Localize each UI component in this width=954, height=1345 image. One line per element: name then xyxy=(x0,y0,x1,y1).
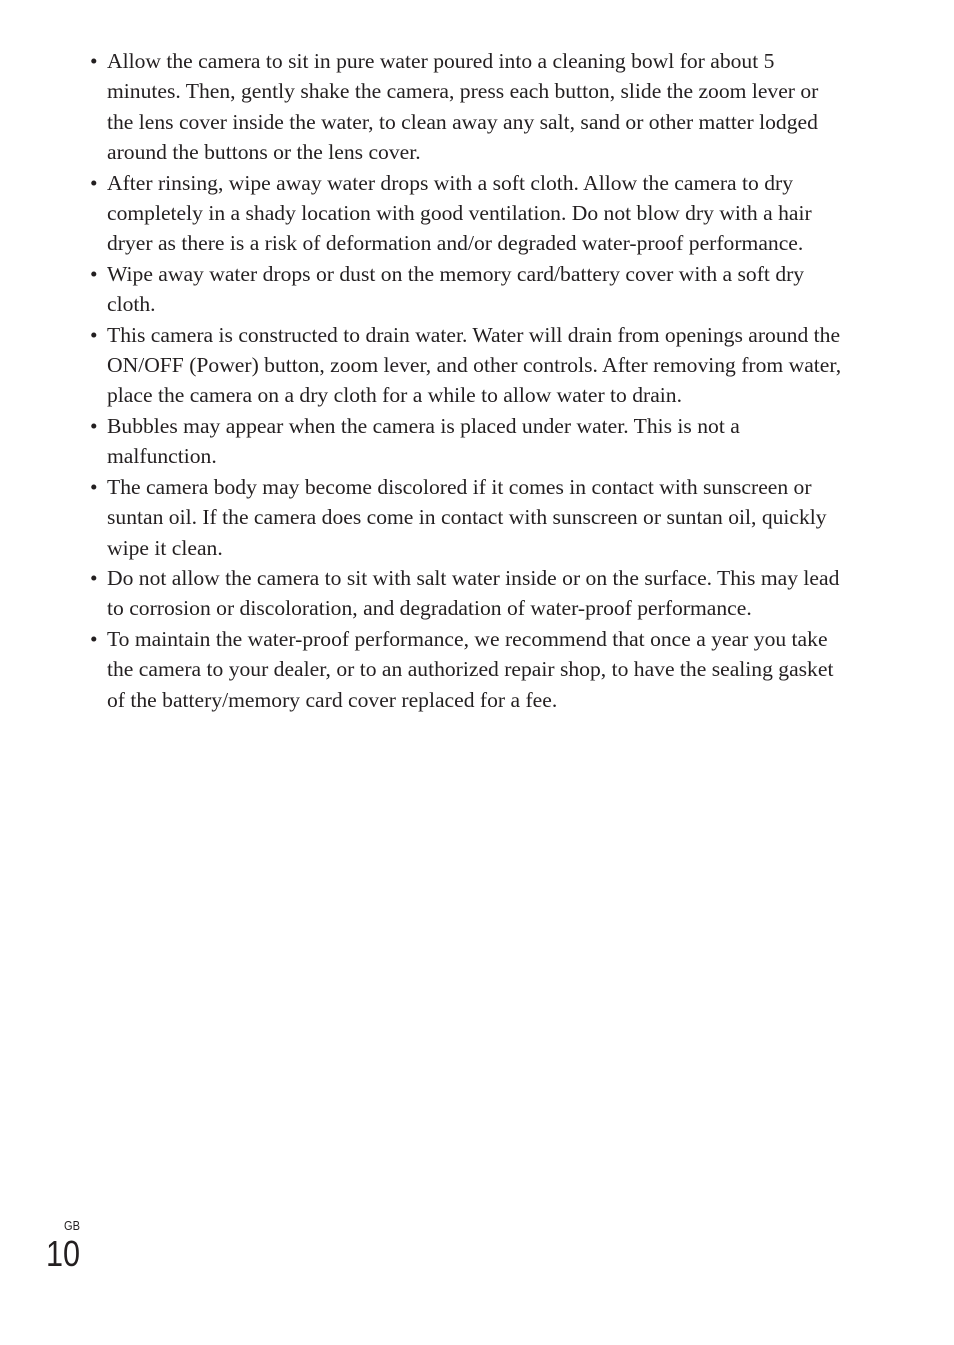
bullet-marker: • xyxy=(90,261,98,286)
list-item xyxy=(88,472,848,563)
list-item-text: Wipe away water drops or dust on the memory card/battery cover with a soft dry cloth. xyxy=(107,261,805,317)
list-item-text: After rinsing, wipe away water drops with a soft cloth. Allow the camera to dry completely in a shady location with good ventilation. Do not blow dry with a hair dryer as there is a risk of deformation and/or degraded water-proof performance. xyxy=(107,170,812,256)
document-body xyxy=(88,46,848,715)
list-item-text: Bubbles may appear when the camera is placed under water. This is not a malfunction. xyxy=(107,413,740,469)
bullet-marker: • xyxy=(90,413,98,438)
list-item-text: This camera is constructed to drain water. Water will drain from openings around the ON/OFF (Power) button, zoom lever, and other controls. After removing from water, place the camera on a dry cloth for a while to allow water to drain. xyxy=(107,322,842,408)
list-item-text: To maintain the water-proof performance, we recommend that once a year you take the camera to your dealer, or to an authorized repair shop, to have the sealing gasket of the battery/memory card cover replaced for a fee. xyxy=(107,626,834,712)
list-item xyxy=(88,46,848,168)
list-item-text: Do not allow the camera to sit with salt water inside or on the surface. This may lead to corrosion or discoloration, and degradation of water-proof performance. xyxy=(107,565,840,621)
list-item-text: Allow the camera to sit in pure water poured into a cleaning bowl for about 5 minutes. Then, gently shake the camera, press each button, slide the zoom lever or the lens cover inside the water, to clean away any salt, sand or other matter lodged around the buttons or the lens cover. xyxy=(107,49,819,165)
list-item xyxy=(88,168,848,259)
list-item xyxy=(88,624,848,715)
bullet-marker: • xyxy=(90,565,98,590)
bullet-list xyxy=(88,46,848,715)
bullet-marker: • xyxy=(90,626,98,651)
list-item xyxy=(88,563,848,624)
list-item xyxy=(88,320,848,411)
list-item xyxy=(88,259,848,320)
list-item xyxy=(88,411,848,472)
page-number: 10 xyxy=(46,1233,81,1274)
bullet-marker: • xyxy=(90,170,98,195)
bullet-marker: • xyxy=(90,49,98,73)
bullet-marker: • xyxy=(90,474,98,499)
list-item-text: The camera body may become discolored if it comes in contact with sunscreen or suntan oil. If the camera does come in contact with sunscreen or suntan oil, quickly wipe it clean. xyxy=(107,474,827,560)
region-code: GB xyxy=(64,1218,80,1233)
bullet-marker: • xyxy=(90,322,98,347)
